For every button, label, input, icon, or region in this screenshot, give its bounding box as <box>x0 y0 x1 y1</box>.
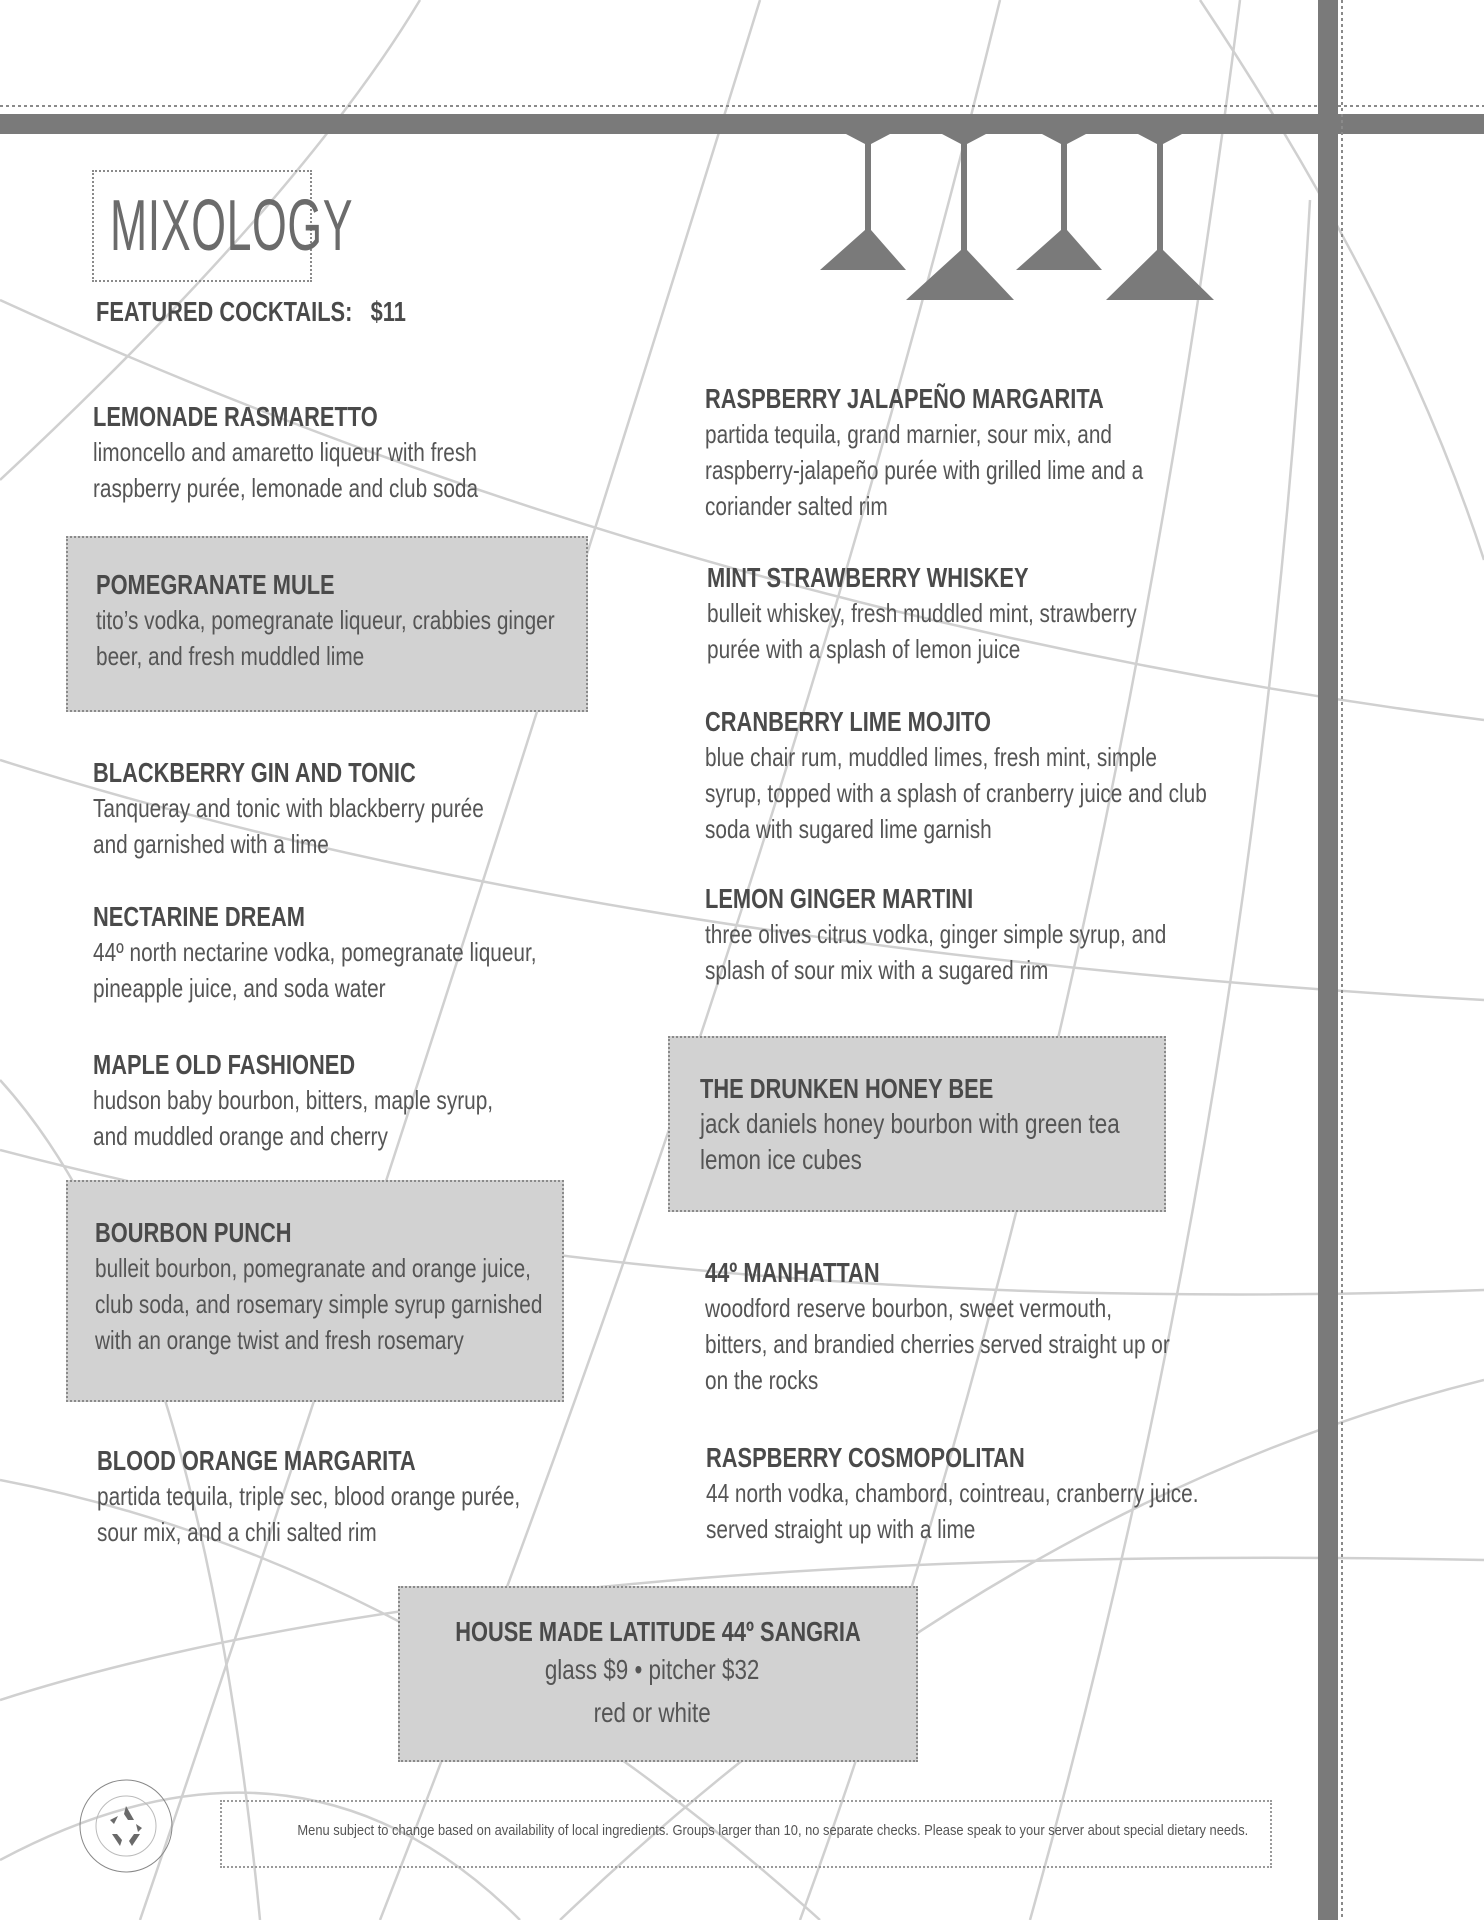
cocktail-description: hudson baby bourbon, bitters, maple syrup, and muddled orange and cherry <box>93 1085 494 1151</box>
cocktail-description: 44º north nectarine vodka, pomegranate liqueur, pineapple juice, and soda water <box>93 937 537 1003</box>
cocktail-44-manhattan <box>705 1256 1345 1398</box>
sangria-options: red or white <box>593 1697 711 1728</box>
cocktail-name: CRANBERRY LIME MOJITO <box>705 706 991 737</box>
cocktail-bourbon-punch <box>95 1216 735 1358</box>
cocktail-description: three olives citrus vodka, ginger simple syrup, and splash of sour mix with a sugared rim <box>705 919 1167 985</box>
cocktail-mint-strawberry-whiskey <box>707 561 1347 667</box>
cocktail-pomegranate-mule <box>96 568 736 674</box>
cocktail-name: NECTARINE DREAM <box>93 901 305 932</box>
cocktail-description: partida tequila, grand marnier, sour mix, and raspberry-jalapeño purée with grilled lime and a coriander salted rim <box>705 419 1144 521</box>
cocktail-cranberry-lime-mojito <box>705 705 1405 847</box>
hanging-glasses-icon <box>820 134 1214 300</box>
cocktail-drunken-honey-bee <box>700 1072 1340 1178</box>
page-title: MIXOLOGY <box>110 186 354 266</box>
cocktail-description: bulleit bourbon, pomegranate and orange juice, club soda, and rosemary simple syrup garnished with an orange twist and fresh rosemary <box>95 1253 543 1355</box>
cocktail-blackberry-gin-and-tonic <box>93 756 733 862</box>
sangria-name: HOUSE MADE LATITUDE 44º SANGRIA <box>455 1616 861 1647</box>
cocktail-name: MINT STRAWBERRY WHISKEY <box>707 562 1029 593</box>
recycled-paper-seal-icon <box>76 1776 176 1876</box>
cocktail-description: Tanqueray and tonic with blackberry purée and garnished with a lime <box>93 793 484 859</box>
cocktail-name: POMEGRANATE MULE <box>96 569 335 600</box>
cocktail-description: partida tequila, triple sec, blood orange purée, sour mix, and a chili salted rim <box>97 1481 521 1547</box>
cocktail-maple-old-fashioned <box>93 1048 733 1154</box>
featured-label: FEATURED COCKTAILS: <box>96 296 353 327</box>
cocktail-name: RASPBERRY COSMOPOLITAN <box>706 1442 1025 1473</box>
disclaimer-text: Menu subject to change based on availability of local ingredients. Groups larger than 10, no separate checks. Please speak to your server about special dietary needs. <box>297 1822 1249 1839</box>
shelf-bar <box>0 114 1484 134</box>
cocktail-lemon-ginger-martini <box>705 882 1345 988</box>
cocktail-raspberry-cosmopolitan <box>706 1441 1346 1547</box>
cocktail-lemonade-rasmaretto <box>93 400 733 506</box>
cocktail-nectarine-dream <box>93 900 733 1006</box>
cocktail-name: MAPLE OLD FASHIONED <box>93 1049 356 1080</box>
cocktail-name: 44º MANHATTAN <box>705 1257 880 1288</box>
cocktail-description: jack daniels honey bourbon with green tea lemon ice cubes <box>700 1108 1120 1175</box>
cocktail-description: limoncello and amaretto liqueur with fresh raspberry purée, lemonade and club soda <box>93 437 479 503</box>
cocktail-blood-orange-margarita <box>97 1444 737 1550</box>
featured-cocktails-heading <box>96 296 406 328</box>
cocktail-description: woodford reserve bourbon, sweet vermouth, bitters, and brandied cherries served straight up or on the rocks <box>705 1293 1170 1395</box>
cocktail-name: BLACKBERRY GIN AND TONIC <box>93 757 416 788</box>
cocktail-name: THE DRUNKEN HONEY BEE <box>700 1073 994 1104</box>
cocktail-description: tito’s vodka, pomegranate liqueur, crabbies ginger beer, and fresh muddled lime <box>96 605 555 671</box>
cocktail-description: bulleit whiskey, fresh muddled mint, strawberry purée with a splash of lemon juice <box>707 598 1137 664</box>
cocktail-name: LEMONADE RASMARETTO <box>93 401 378 432</box>
cocktail-name: RASPBERRY JALAPEÑO MARGARITA <box>705 383 1104 414</box>
cocktail-raspberry-jalapeno-margarita <box>705 382 1345 524</box>
cocktail-name: BLOOD ORANGE MARGARITA <box>97 1445 416 1476</box>
cocktail-name: LEMON GINGER MARTINI <box>705 883 974 914</box>
cocktail-name: BOURBON PUNCH <box>95 1217 292 1248</box>
cocktail-description: 44 north vodka, chambord, cointreau, cranberry juice. served straight up with a lime <box>706 1478 1199 1544</box>
sangria-prices: glass $9 • pitcher $32 <box>544 1654 760 1685</box>
featured-price: $11 <box>370 296 406 327</box>
cocktail-description: blue chair rum, muddled limes, fresh mint, simple syrup, topped with a splash of cranberry juice and club soda with sugared lime garnish <box>705 742 1207 844</box>
